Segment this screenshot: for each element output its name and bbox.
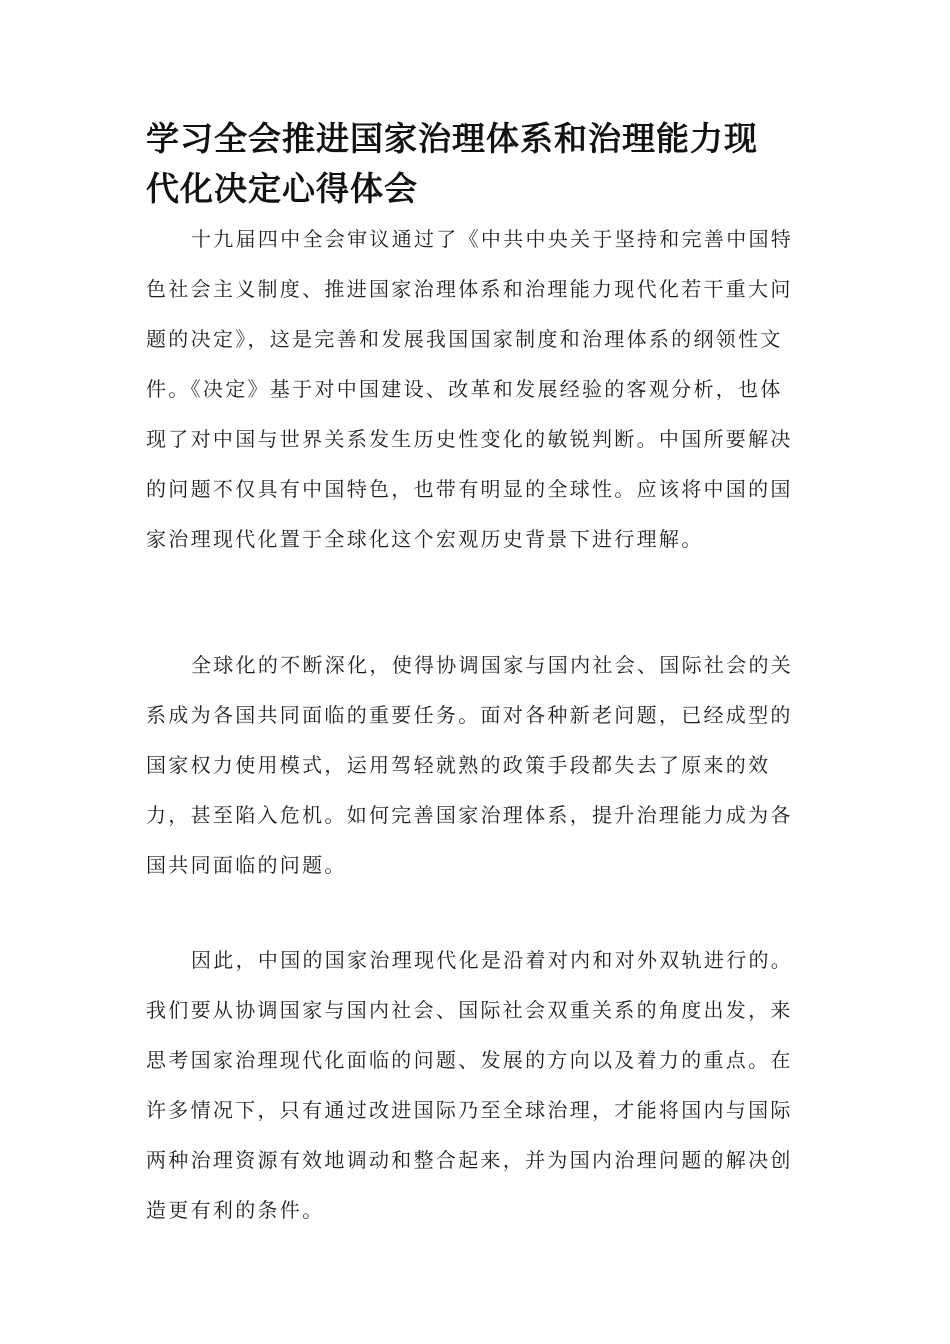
text-line: 现了对中国与世界关系发生历史性变化的敏锐判断。中国所要解决 <box>146 427 793 451</box>
text-line: 国家权力使用模式，运用驾轻就熟的政策手段都失去了原来的效 <box>146 753 771 777</box>
text-line: 造更有利的条件。 <box>146 1198 325 1222</box>
text-line: 系成为各国共同面临的重要任务。面对各种新老问题，已经成型的 <box>146 703 793 727</box>
paragraph-1 <box>146 214 806 564</box>
paragraph-2 <box>146 640 806 890</box>
text-line: 力，甚至陷入危机。如何完善国家治理体系，提升治理能力成为各 <box>146 803 793 827</box>
title-line: 代化决定心得体会 <box>146 169 418 208</box>
text-line: 题的决定》，这是完善和发展我国国家制度和治理体系的纲领性文 <box>146 327 783 351</box>
text-line: 家治理现代化置于全球化这个宏观历史背景下进行理解。 <box>146 527 704 551</box>
text-line: 许多情况下，只有通过改进国际乃至全球治理，才能将国内与国际 <box>146 1098 793 1122</box>
text-line: 国共同面临的问题。 <box>146 853 347 877</box>
document-title <box>146 114 806 214</box>
text-line: 十九届四中全会审议通过了《中共中央关于坚持和完善中国特 <box>191 227 794 251</box>
text-line: 件。《决定》基于对中国建设、改革和发展经验的客观分析，也体 <box>146 377 783 401</box>
paragraph-3 <box>146 935 806 1235</box>
text-line: 的问题不仅具有中国特色，也带有明显的全球性。应该将中国的国 <box>146 477 793 501</box>
text-line: 全球化的不断深化，使得协调国家与国内社会、国际社会的关 <box>191 653 794 677</box>
title-line: 学习全会推进国家治理体系和治理能力现 <box>146 119 758 158</box>
text-line: 两种治理资源有效地调动和整合起来，并为国内治理问题的解决创 <box>146 1148 793 1172</box>
text-line: 因此，中国的国家治理现代化是沿着对内和对外双轨进行的。 <box>191 948 794 972</box>
text-line: 思考国家治理现代化面临的问题、发展的方向以及着力的重点。在 <box>146 1048 793 1072</box>
text-line: 色社会主义制度、推进国家治理体系和治理能力现代化若干重大问 <box>146 277 793 301</box>
text-line: 我们要从协调国家与国内社会、国际社会双重关系的角度出发，来 <box>146 998 793 1022</box>
